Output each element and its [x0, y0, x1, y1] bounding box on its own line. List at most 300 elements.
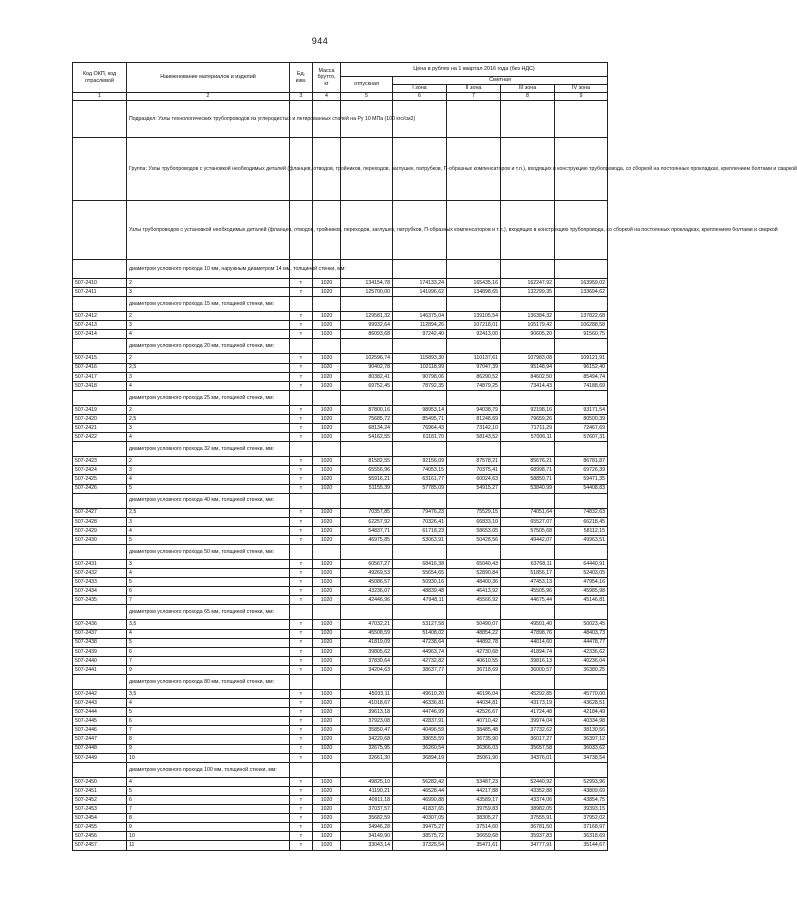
cell-mass: 1020: [313, 457, 341, 466]
section-heading: Узлы трубопроводов с установкой необходимых деталей (фланцев, отводов, тройников, переходов, заглушек, патрубков, П-образных компенсаторов и т.п.), входящих в конструкцию трубопровода, со сборкой на постоянных прокладках, креплением болтами и сваркой: [127, 201, 290, 260]
empty-cell: [447, 762, 501, 777]
empty-cell: [555, 339, 608, 354]
cell-price-zone-3: 85676,21: [501, 457, 555, 466]
section-heading-row: [73, 101, 608, 138]
cell-code: 507-2419: [73, 405, 127, 414]
cell-price-zone-2: 38305,27: [447, 814, 501, 823]
section-heading-row: [73, 138, 608, 201]
cell-price-zone-1: 51408,02: [393, 629, 447, 638]
cell-code: 507-2428: [73, 517, 127, 526]
empty-cell: [447, 390, 501, 405]
cell-price-release: 35682,59: [341, 814, 393, 823]
table-row: [73, 279, 608, 288]
section-heading-row: [73, 201, 608, 260]
cell-unit: т: [290, 363, 313, 372]
table-row: [73, 699, 608, 708]
cell-price-zone-3: 39974,04: [501, 717, 555, 726]
table-row: [73, 814, 608, 823]
cell-name: 4: [127, 330, 290, 339]
cell-mass: 1020: [313, 587, 341, 596]
cell-unit: т: [290, 690, 313, 699]
empty-cell: [393, 442, 447, 457]
cell-code: 507-2436: [73, 620, 127, 629]
section-heading: диаметром условного прохода 10 мм, наружным диаметром 14 мм, толщиной стенки, мм:: [127, 260, 290, 279]
table-row: [73, 354, 608, 363]
table-row: [73, 620, 608, 629]
cell-code: 507-2421: [73, 424, 127, 433]
cell-price-release: 45508,59: [341, 629, 393, 638]
cell-unit: т: [290, 647, 313, 656]
cell-code: 507-2452: [73, 795, 127, 804]
empty-cell: [313, 390, 341, 405]
cell-mass: 1020: [313, 559, 341, 568]
cell-code: 507-2420: [73, 414, 127, 423]
cell-mass: 1020: [313, 620, 341, 629]
column-number: 2: [127, 93, 290, 101]
cell-price-zone-4: 54408,83: [555, 484, 608, 493]
table-row: [73, 708, 608, 717]
cell-name: 11: [127, 841, 290, 850]
cell-mass: 1020: [313, 638, 341, 647]
cell-price-release: 125700,00: [341, 288, 393, 297]
cell-code: 507-2443: [73, 699, 127, 708]
cell-mass: 1020: [313, 569, 341, 578]
price-table: [72, 62, 797, 851]
cell-price-zone-4: 36397,12: [555, 735, 608, 744]
header-zone-4: IV зона: [555, 85, 608, 93]
cell-unit: т: [290, 753, 313, 762]
cell-name: 2: [127, 312, 290, 321]
header-mass: Масса брутто, кг: [313, 63, 341, 93]
empty-cell: [447, 101, 501, 138]
cell-price-zone-3: 57006,11: [501, 433, 555, 442]
cell-price-zone-2: 44892,78: [447, 638, 501, 647]
cell-unit: т: [290, 629, 313, 638]
column-number: 5: [341, 93, 393, 101]
cell-name: 6: [127, 587, 290, 596]
cell-price-zone-3: 39816,13: [501, 656, 555, 665]
cell-price-zone-3: 45292,85: [501, 690, 555, 699]
table-row: [73, 372, 608, 381]
cell-price-zone-2: 70375,41: [447, 466, 501, 475]
cell-price-zone-1: 85495,71: [393, 414, 447, 423]
empty-cell: [393, 390, 447, 405]
cell-price-zone-1: 36894,19: [393, 753, 447, 762]
cell-price-zone-2: 87578,21: [447, 457, 501, 466]
header-estimate: Сметная: [393, 77, 608, 85]
cell-name: 4: [127, 381, 290, 390]
table-row: [73, 578, 608, 587]
table-row: [73, 508, 608, 517]
cell-price-zone-3: 132299,35: [501, 288, 555, 297]
cell-price-zone-4: 137822,68: [555, 312, 608, 321]
cell-price-zone-1: 68416,38: [393, 559, 447, 568]
table-row: [73, 424, 608, 433]
table-row: [73, 405, 608, 414]
empty-code-cell: [73, 297, 127, 312]
cell-price-zone-3: 73414,43: [501, 381, 555, 390]
cell-mass: 1020: [313, 753, 341, 762]
cell-unit: т: [290, 717, 313, 726]
empty-cell: [313, 762, 341, 777]
column-number: 8: [501, 93, 555, 101]
section-heading: Группа: Узлы трубопроводов с установкой необходимых деталей (фланцев, отводов, тройников, переходов, заглушек, патрубков, П-образных компенсаторов и т.п.), входящих в конструкцию трубопровода, со сборкой на постоянных прокладках, креплением болтами и сваркой: [127, 138, 290, 201]
cell-price-release: 46975,85: [341, 535, 393, 544]
cell-price-zone-3: 49501,40: [501, 620, 555, 629]
table-row: [73, 638, 608, 647]
cell-mass: 1020: [313, 805, 341, 814]
cell-unit: т: [290, 526, 313, 535]
cell-mass: 1020: [313, 372, 341, 381]
table-row: [73, 786, 608, 795]
cell-unit: т: [290, 457, 313, 466]
cell-price-zone-2: 48854,22: [447, 629, 501, 638]
cell-code: 507-2432: [73, 569, 127, 578]
cell-mass: 1020: [313, 647, 341, 656]
table-row: [73, 665, 608, 674]
cell-price-zone-3: 57505,68: [501, 526, 555, 535]
cell-price-zone-2: 44217,88: [447, 786, 501, 795]
empty-cell: [501, 339, 555, 354]
empty-cell: [313, 442, 341, 457]
cell-price-zone-3: 37555,91: [501, 814, 555, 823]
section-heading: диаметром условного прохода 20 мм, толщиной стенки, мм:: [127, 339, 290, 354]
cell-price-zone-2: 54915,27: [447, 484, 501, 493]
cell-mass: 1020: [313, 475, 341, 484]
cell-price-release: 34220,68: [341, 735, 393, 744]
empty-cell: [341, 762, 393, 777]
empty-cell: [501, 762, 555, 777]
table-row: [73, 363, 608, 372]
empty-cell: [313, 339, 341, 354]
section-heading: диаметром условного прохода 65 мм, толщиной стенки, мм:: [127, 605, 290, 620]
section-heading-row: [73, 675, 608, 690]
empty-cell: [341, 675, 393, 690]
empty-code-cell: [73, 260, 127, 279]
empty-cell: [341, 442, 393, 457]
cell-name: 4: [127, 699, 290, 708]
cell-price-zone-4: 36033,62: [555, 744, 608, 753]
cell-price-zone-1: 102118,99: [393, 363, 447, 372]
cell-unit: т: [290, 466, 313, 475]
cell-name: 2: [127, 354, 290, 363]
cell-price-zone-1: 70326,41: [393, 517, 447, 526]
cell-price-zone-4: 36380,25: [555, 665, 608, 674]
cell-price-zone-3: 38982,05: [501, 805, 555, 814]
cell-code: 507-2414: [73, 330, 127, 339]
cell-price-release: 32675,95: [341, 744, 393, 753]
cell-price-zone-1: 44746,99: [393, 708, 447, 717]
cell-name: 7: [127, 805, 290, 814]
cell-price-zone-1: 53127,58: [393, 620, 447, 629]
cell-price-zone-2: 43589,17: [447, 795, 501, 804]
cell-price-zone-1: 53063,91: [393, 535, 447, 544]
cell-price-release: 34149,90: [341, 832, 393, 841]
cell-price-zone-4: 42184,49: [555, 708, 608, 717]
table-row: [73, 569, 608, 578]
cell-name: 5: [127, 638, 290, 647]
table-row: [73, 647, 608, 656]
cell-mass: 1020: [313, 596, 341, 605]
cell-price-zone-2: 53487,23: [447, 777, 501, 786]
cell-price-release: 54837,71: [341, 526, 393, 535]
cell-price-zone-2: 38485,48: [447, 726, 501, 735]
empty-cell: [447, 339, 501, 354]
cell-price-release: 34204,63: [341, 665, 393, 674]
table-row: [73, 381, 608, 390]
cell-price-zone-4: 36318,69: [555, 832, 608, 841]
cell-price-zone-1: 41837,65: [393, 805, 447, 814]
cell-mass: 1020: [313, 656, 341, 665]
cell-name: 2: [127, 457, 290, 466]
cell-name: 6: [127, 795, 290, 804]
empty-cell: [501, 297, 555, 312]
cell-price-zone-1: 37325,54: [393, 841, 447, 850]
column-number-row: [73, 93, 608, 101]
cell-mass: 1020: [313, 279, 341, 288]
cell-price-zone-2: 165435,16: [447, 279, 501, 288]
cell-price-zone-1: 49610,20: [393, 690, 447, 699]
cell-code: 507-2425: [73, 475, 127, 484]
cell-price-zone-2: 74879,25: [447, 381, 501, 390]
cell-price-zone-4: 86781,87: [555, 457, 608, 466]
empty-code-cell: [73, 390, 127, 405]
cell-mass: 1020: [313, 744, 341, 753]
cell-price-zone-4: 45770,00: [555, 690, 608, 699]
empty-cell: [447, 493, 501, 508]
empty-cell: [341, 339, 393, 354]
cell-unit: т: [290, 744, 313, 753]
cell-unit: т: [290, 832, 313, 841]
section-heading-row: [73, 605, 608, 620]
cell-code: 507-2442: [73, 690, 127, 699]
cell-unit: т: [290, 433, 313, 442]
cell-mass: 1020: [313, 629, 341, 638]
cell-unit: т: [290, 381, 313, 390]
table-row: [73, 805, 608, 814]
header-zone-2: II зона: [447, 85, 501, 93]
cell-price-zone-3: 49442,07: [501, 535, 555, 544]
table-row: [73, 457, 608, 466]
empty-cell: [501, 260, 555, 279]
cell-name: 3: [127, 466, 290, 475]
empty-cell: [447, 675, 501, 690]
cell-price-zone-4: 43809,69: [555, 786, 608, 795]
empty-cell: [341, 493, 393, 508]
cell-price-zone-1: 38575,72: [393, 832, 447, 841]
cell-price-release: 102596,74: [341, 354, 393, 363]
cell-code: 507-2416: [73, 363, 127, 372]
table-row: [73, 587, 608, 596]
cell-price-release: 45033,11: [341, 690, 393, 699]
empty-cell: [341, 605, 393, 620]
table-row: [73, 321, 608, 330]
cell-price-zone-2: 35061,90: [447, 753, 501, 762]
cell-name: 10: [127, 832, 290, 841]
table-row: [73, 433, 608, 442]
cell-code: 507-2426: [73, 484, 127, 493]
cell-name: 6: [127, 717, 290, 726]
empty-cell: [501, 605, 555, 620]
cell-unit: т: [290, 578, 313, 587]
empty-cell: [313, 297, 341, 312]
cell-price-zone-3: 34777,91: [501, 841, 555, 850]
cell-price-zone-3: 41724,48: [501, 708, 555, 717]
table-row: [73, 535, 608, 544]
cell-code: 507-2423: [73, 457, 127, 466]
cell-price-release: 69752,45: [341, 381, 393, 390]
empty-cell: [290, 390, 313, 405]
cell-name: 7: [127, 656, 290, 665]
cell-price-zone-2: 86290,52: [447, 372, 501, 381]
cell-price-zone-3: 37732,62: [501, 726, 555, 735]
cell-mass: 1020: [313, 578, 341, 587]
cell-code: 507-2441: [73, 665, 127, 674]
empty-cell: [341, 390, 393, 405]
cell-code: 507-2424: [73, 466, 127, 475]
cell-code: 507-2437: [73, 629, 127, 638]
cell-mass: 1020: [313, 726, 341, 735]
empty-cell: [555, 544, 608, 559]
cell-code: 507-2430: [73, 535, 127, 544]
cell-unit: т: [290, 475, 313, 484]
cell-price-zone-2: 40610,55: [447, 656, 501, 665]
section-heading-row: [73, 544, 608, 559]
cell-name: 2: [127, 405, 290, 414]
table-body: [73, 101, 797, 851]
cell-price-release: 41018,67: [341, 699, 393, 708]
cell-price-release: 37923,08: [341, 717, 393, 726]
table-row: [73, 475, 608, 484]
cell-price-zone-1: 115893,30: [393, 354, 447, 363]
cell-price-zone-4: 45146,81: [555, 596, 608, 605]
cell-price-zone-3: 35937,83: [501, 832, 555, 841]
cell-price-release: 75685,72: [341, 414, 393, 423]
cell-unit: т: [290, 841, 313, 850]
section-heading: диаметром условного прохода 25 мм, толщиной стенки, мм:: [127, 390, 290, 405]
empty-cell: [555, 297, 608, 312]
table-row: [73, 288, 608, 297]
cell-unit: т: [290, 638, 313, 647]
empty-code-cell: [73, 339, 127, 354]
section-heading-row: [73, 339, 608, 354]
cell-price-zone-3: 136384,32: [501, 312, 555, 321]
table-row: [73, 744, 608, 753]
cell-price-zone-3: 47898,76: [501, 629, 555, 638]
table-row: [73, 312, 608, 321]
cell-price-zone-4: 91560,75: [555, 330, 608, 339]
section-heading: диаметром условного прохода 100 мм, толщиной стенки, мм:: [127, 762, 290, 777]
cell-price-zone-2: 81248,69: [447, 414, 501, 423]
cell-mass: 1020: [313, 424, 341, 433]
section-heading-row: [73, 762, 608, 777]
cell-price-release: 55916,21: [341, 475, 393, 484]
cell-price-release: 134154,78: [341, 279, 393, 288]
cell-name: 10: [127, 753, 290, 762]
empty-cell: [313, 493, 341, 508]
section-heading: диаметром условного прохода 15 мм, толщиной стенки, мм:: [127, 297, 290, 312]
cell-price-zone-2: 42730,68: [447, 647, 501, 656]
cell-unit: т: [290, 795, 313, 804]
cell-price-release: 129581,32: [341, 312, 393, 321]
empty-code-cell: [73, 605, 127, 620]
empty-cell: [290, 442, 313, 457]
cell-price-zone-1: 61718,23: [393, 526, 447, 535]
cell-price-zone-1: 38655,59: [393, 735, 447, 744]
cell-price-zone-2: 39759,83: [447, 805, 501, 814]
cell-price-zone-4: 40236,04: [555, 656, 608, 665]
cell-price-zone-3: 90605,20: [501, 330, 555, 339]
cell-price-zone-3: 34376,01: [501, 753, 555, 762]
empty-cell: [555, 101, 608, 138]
table-row: [73, 823, 608, 832]
cell-name: 8: [127, 814, 290, 823]
empty-cell: [501, 442, 555, 457]
empty-code-cell: [73, 101, 127, 138]
cell-unit: т: [290, 405, 313, 414]
cell-price-zone-4: 66218,45: [555, 517, 608, 526]
empty-cell: [555, 605, 608, 620]
empty-cell: [290, 605, 313, 620]
cell-unit: т: [290, 805, 313, 814]
table-row: [73, 777, 608, 786]
cell-price-zone-4: 50023,45: [555, 620, 608, 629]
cell-price-zone-1: 47948,11: [393, 596, 447, 605]
cell-price-zone-1: 98953,14: [393, 405, 447, 414]
cell-price-zone-3: 43173,19: [501, 699, 555, 708]
cell-price-zone-1: 40307,05: [393, 814, 447, 823]
cell-code: 507-2447: [73, 735, 127, 744]
cell-name: 3: [127, 424, 290, 433]
cell-price-release: 45086,57: [341, 578, 393, 587]
cell-price-zone-3: 71711,29: [501, 424, 555, 433]
cell-price-zone-2: 65040,43: [447, 559, 501, 568]
table-row: [73, 559, 608, 568]
cell-unit: т: [290, 656, 313, 665]
column-number: 1: [73, 93, 127, 101]
cell-price-zone-2: 42526,67: [447, 708, 501, 717]
cell-price-zone-1: 174133,24: [393, 279, 447, 288]
table-header: [73, 63, 608, 101]
empty-cell: [447, 260, 501, 279]
cell-code: 507-2438: [73, 638, 127, 647]
table-row: [73, 484, 608, 493]
cell-price-zone-3: 36017,27: [501, 735, 555, 744]
empty-cell: [313, 675, 341, 690]
cell-price-zone-2: 58143,52: [447, 433, 501, 442]
cell-price-release: 86093,68: [341, 330, 393, 339]
table-row: [73, 656, 608, 665]
cell-mass: 1020: [313, 832, 341, 841]
cell-unit: т: [290, 321, 313, 330]
empty-cell: [447, 605, 501, 620]
cell-name: 4: [127, 569, 290, 578]
cell-price-release: 87800,16: [341, 405, 393, 414]
cell-price-release: 54162,55: [341, 433, 393, 442]
cell-price-release: 34946,28: [341, 823, 393, 832]
cell-unit: т: [290, 708, 313, 717]
cell-code: 507-2455: [73, 823, 127, 832]
cell-code: 507-2412: [73, 312, 127, 321]
cell-price-zone-3: 47453,13: [501, 578, 555, 587]
empty-cell: [393, 675, 447, 690]
cell-price-release: 49269,53: [341, 569, 393, 578]
cell-unit: т: [290, 786, 313, 795]
cell-price-zone-3: 35657,58: [501, 744, 555, 753]
cell-price-release: 68134,24: [341, 424, 393, 433]
cell-code: 507-2431: [73, 559, 127, 568]
cell-name: 3: [127, 288, 290, 297]
